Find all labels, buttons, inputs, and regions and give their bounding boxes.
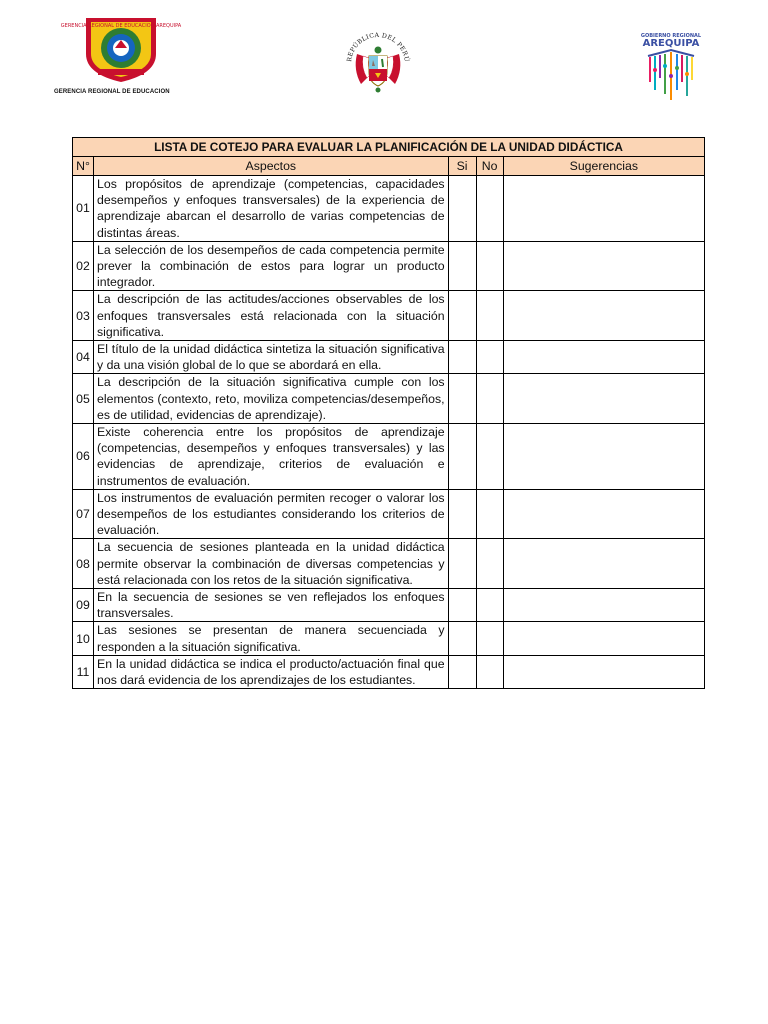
sugerencias-cell[interactable]	[503, 374, 704, 424]
column-header-sugerencias: Sugerencias	[503, 157, 704, 176]
row-aspect: El título de la unidad didáctica sintetiza la situación significativa y da una visión global de lo que se abordará en ella.	[94, 341, 449, 374]
sugerencias-cell[interactable]	[503, 341, 704, 374]
no-cell[interactable]	[476, 341, 503, 374]
row-aspect: La descripción de la situación significativa cumple con los elementos (contexto, reto, moviliza competencias/desempeños, es de utilidad, evidencias de aprendizaje).	[94, 374, 449, 424]
si-cell[interactable]	[448, 176, 476, 242]
table-title: LISTA DE COTEJO PARA EVALUAR LA PLANIFICACIÓN DE LA UNIDAD DIDÁCTICA	[73, 138, 705, 157]
no-cell[interactable]	[476, 241, 503, 291]
sugerencias-cell[interactable]	[503, 622, 704, 655]
gobierno-regional-arequipa-logo	[640, 30, 702, 108]
sugerencias-cell[interactable]	[503, 291, 704, 341]
table-row	[73, 341, 705, 374]
row-number: 11	[73, 655, 94, 688]
no-cell[interactable]	[476, 589, 503, 622]
sugerencias-cell[interactable]	[503, 489, 704, 539]
row-aspect: La descripción de las actitudes/acciones observables de los enfoques transversales está relacionada con la situación significativa.	[94, 291, 449, 341]
sugerencias-cell[interactable]	[503, 655, 704, 688]
table-row	[73, 241, 705, 291]
row-number: 10	[73, 622, 94, 655]
no-cell[interactable]	[476, 374, 503, 424]
checklist-table	[72, 137, 705, 689]
column-header-number: N°	[73, 157, 94, 176]
gerencia-label: GERENCIA REGIONAL DE EDUCACION	[54, 89, 170, 95]
gerencia-educacion-logo	[60, 14, 182, 84]
sugerencias-cell[interactable]	[503, 424, 704, 490]
table-row	[73, 291, 705, 341]
si-cell[interactable]	[448, 374, 476, 424]
row-number: 04	[73, 341, 94, 374]
row-aspect: Los propósitos de aprendizaje (competencias, capacidades desempeños y enfoques transversales) de la experiencia de aprendizaje abarcan el desarrollo de varias competencias de distintas áreas.	[94, 176, 449, 242]
table-row	[73, 539, 705, 589]
row-aspect: La selección de los desempeños de cada competencia permite prever la combinación de estos para lograr un producto integrador.	[94, 241, 449, 291]
no-cell[interactable]	[476, 489, 503, 539]
no-cell[interactable]	[476, 291, 503, 341]
peru-coat-of-arms-logo	[343, 26, 413, 96]
si-cell[interactable]	[448, 589, 476, 622]
svg-text:GERENCIA REGIONAL DE EDUCACION: GERENCIA REGIONAL DE EDUCACION AREQUIPA	[60, 23, 182, 29]
svg-text:REPÚBLICA DEL PERÚ: REPÚBLICA DEL PERÚ	[346, 31, 410, 63]
table-row	[73, 622, 705, 655]
row-aspect: En la secuencia de sesiones se ven reflejados los enfoques transversales.	[94, 589, 449, 622]
svg-text:AREQUIPA: AREQUIPA	[642, 38, 700, 49]
si-cell[interactable]	[448, 489, 476, 539]
column-header-no: No	[476, 157, 503, 176]
row-number: 06	[73, 424, 94, 490]
row-number: 02	[73, 241, 94, 291]
row-number: 05	[73, 374, 94, 424]
row-number: 09	[73, 589, 94, 622]
table-row	[73, 589, 705, 622]
si-cell[interactable]	[448, 655, 476, 688]
table-row	[73, 424, 705, 490]
column-header-si: Si	[448, 157, 476, 176]
si-cell[interactable]	[448, 341, 476, 374]
row-number: 01	[73, 176, 94, 242]
si-cell[interactable]	[448, 424, 476, 490]
no-cell[interactable]	[476, 655, 503, 688]
no-cell[interactable]	[476, 539, 503, 589]
sugerencias-cell[interactable]	[503, 539, 704, 589]
sugerencias-cell[interactable]	[503, 589, 704, 622]
row-aspect: Las sesiones se presentan de manera secuenciada y responden a la situación significativa.	[94, 622, 449, 655]
svg-text:GOBIERNO REGIONAL: GOBIERNO REGIONAL	[640, 33, 702, 39]
si-cell[interactable]	[448, 291, 476, 341]
table-row	[73, 374, 705, 424]
si-cell[interactable]	[448, 622, 476, 655]
column-header-aspectos: Aspectos	[94, 157, 449, 176]
table-row	[73, 489, 705, 539]
no-cell[interactable]	[476, 176, 503, 242]
row-number: 08	[73, 539, 94, 589]
row-aspect: La secuencia de sesiones planteada en la unidad didáctica permite observar la combinación de diversas competencias y está relacionada con los retos de la situación significativa.	[94, 539, 449, 589]
row-aspect: Existe coherencia entre los propósitos de aprendizaje (competencias, desempeños y enfoques transversales) y las evidencias de aprendizaje, criterios de evaluación e instrumentos de evaluación.	[94, 424, 449, 490]
table-row	[73, 655, 705, 688]
no-cell[interactable]	[476, 424, 503, 490]
sugerencias-cell[interactable]	[503, 241, 704, 291]
table-row	[73, 176, 705, 242]
no-cell[interactable]	[476, 622, 503, 655]
row-aspect: En la unidad didáctica se indica el producto/actuación final que nos dará evidencia de los aprendizajes de los estudiantes.	[94, 655, 449, 688]
si-cell[interactable]	[448, 539, 476, 589]
row-aspect: Los instrumentos de evaluación permiten recoger o valorar los desempeños de los estudiantes considerando los criterios de evaluación.	[94, 489, 449, 539]
row-number: 03	[73, 291, 94, 341]
row-number: 07	[73, 489, 94, 539]
sugerencias-cell[interactable]	[503, 176, 704, 242]
si-cell[interactable]	[448, 241, 476, 291]
